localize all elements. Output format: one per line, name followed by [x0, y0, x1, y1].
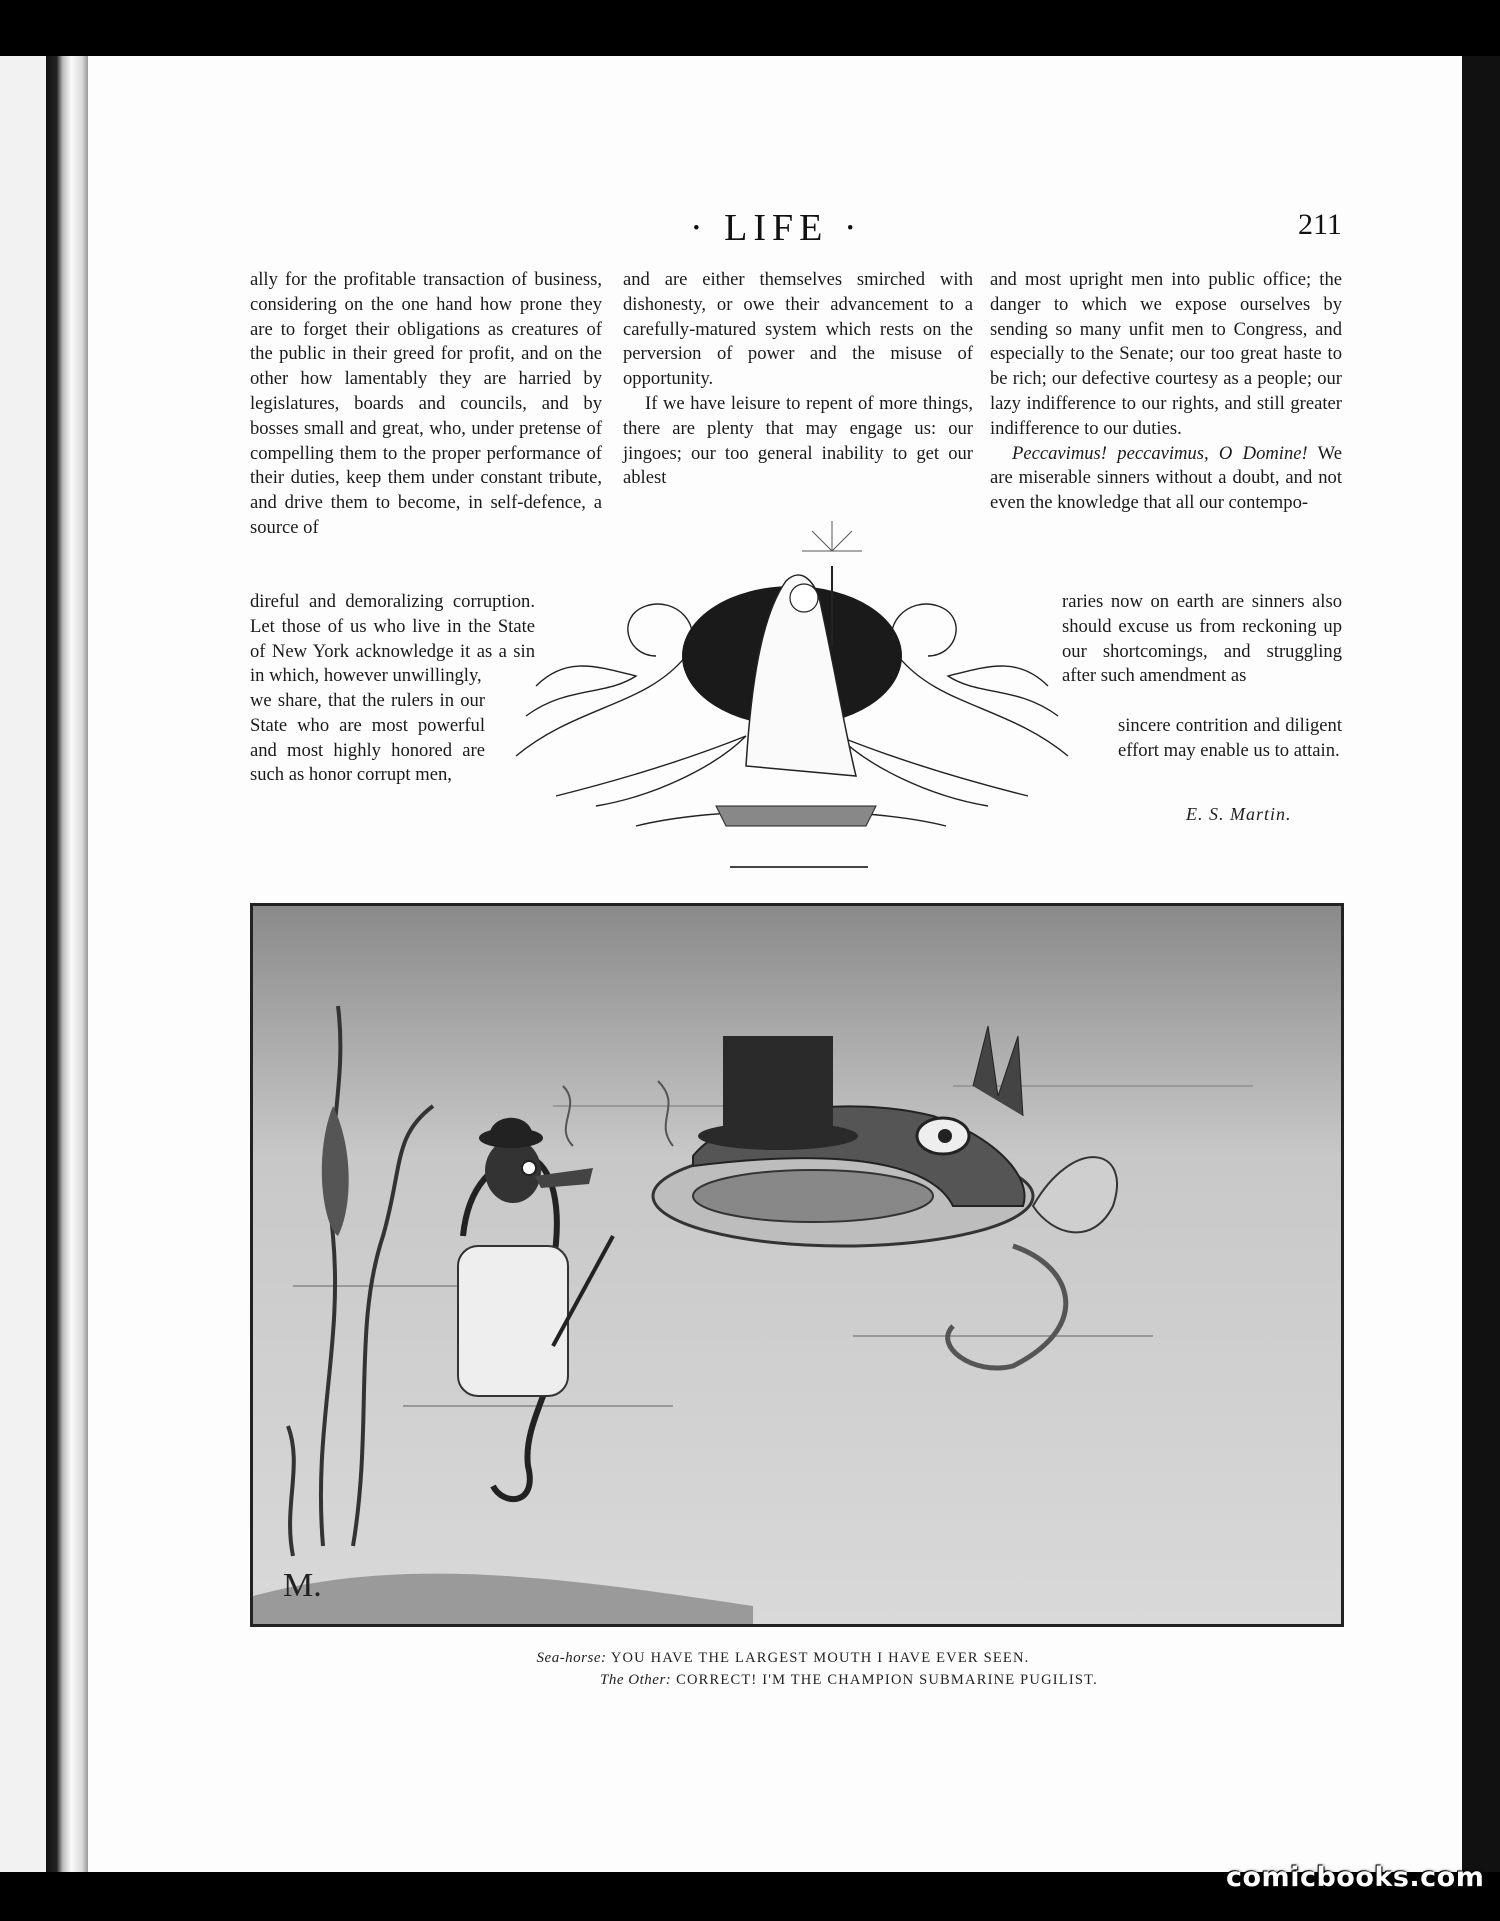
cartoon-scene [253, 906, 1341, 1624]
scan-border-top [0, 0, 1500, 56]
candle-rays-icon [802, 521, 862, 551]
book-gutter [46, 56, 88, 1872]
watermark: comicbooks.com [1226, 1862, 1485, 1893]
running-head: · LIFE · [690, 207, 863, 249]
column-3-top [990, 268, 1342, 516]
caption-text-1: YOU HAVE THE LARGEST MOUTH I HAVE EVER SEEN. [610, 1650, 1030, 1666]
column-3-middle [1062, 590, 1342, 689]
column-3-text-bottom: sincere contrition and diligent effort may enable us to attain. [1118, 715, 1342, 761]
column-1-bottom [250, 689, 485, 788]
column-2-paragraph-2: If we have leisure to repent of more things, there are plenty that may engage us: our jingoes; our too general inability to get our ablest [623, 392, 973, 489]
column-2 [623, 268, 973, 491]
column-2-paragraph-1: and are either themselves smirched with dishonesty, or owe their advancement to a carefully-matured system which rests on the perversion of power and the misuse of opportunity. [623, 269, 973, 390]
scan-border-right [1462, 56, 1500, 1872]
cartoon-illustration [250, 903, 1344, 1627]
column-1-top [250, 268, 602, 541]
column-1-text: ally for the profitable transaction of business, considering on the one hand how prone they are to forget their obligations as creatures of the public in their greed for profit, and on the other how lamentably they are harried by legislatures, boards and councils, and by bosses small and great, who, under pretense of compelling them to the proper performance of their duties, keep them under constant tribute, and drive them to become, in self-defence, a source of [250, 269, 602, 538]
column-3-paragraph-2 [990, 442, 1342, 516]
column-3-paragraph-1: and most upright men into public office; the danger to which we expose ourselves by sending so many unfit men to Congress, and especially to the Senate; our too great haste to be rich; our defective courtesy as a people; our lazy indifference to our rights, and still greater indifference to our duties. [990, 269, 1342, 439]
caption-speaker-2: The Other: [600, 1672, 672, 1688]
vignette-base [716, 806, 876, 826]
vignette-illustration [496, 506, 1088, 846]
column-1-middle [250, 590, 535, 689]
previous-page-edge [0, 56, 46, 1872]
column-3-paragraph-2-text: We are miserable sinners without a doubt, and not even the knowledge that all our contempo- [990, 442, 1342, 514]
caption-line-1 [236, 1650, 1330, 1667]
column-3-bottom [1118, 714, 1342, 764]
caption-line-2 [302, 1672, 1396, 1689]
column-1-text-bottom: we share, that the rulers in our State who are most powerful and most highly honored are such as honor corrupt men, [250, 690, 485, 786]
section-divider [730, 866, 868, 868]
top-hat [723, 1036, 833, 1136]
artist-monogram: M. [283, 1567, 322, 1604]
latin-phrase: Peccavimus! peccavimus, O Domine! [1012, 442, 1308, 464]
caption-speaker-1: Sea-horse: [536, 1650, 607, 1666]
page-number: 211 [1298, 208, 1342, 241]
column-1-text-middle: direful and demoralizing corruption. Let those of us who live in the State of New York acknowledge it as a sin in which, however unwillingly, [250, 591, 535, 687]
monocle-icon [522, 1161, 536, 1175]
column-3-text-middle: raries now on earth are sinners also should excuse us from reckoning up our shortcomings, and struggling after such amendment as [1062, 591, 1342, 687]
sea-horse-coat [458, 1246, 568, 1396]
author-signature: E. S. Martin. [1186, 804, 1292, 824]
caption-text-2: CORRECT! I'M THE CHAMPION SUBMARINE PUGILIST. [676, 1672, 1098, 1688]
